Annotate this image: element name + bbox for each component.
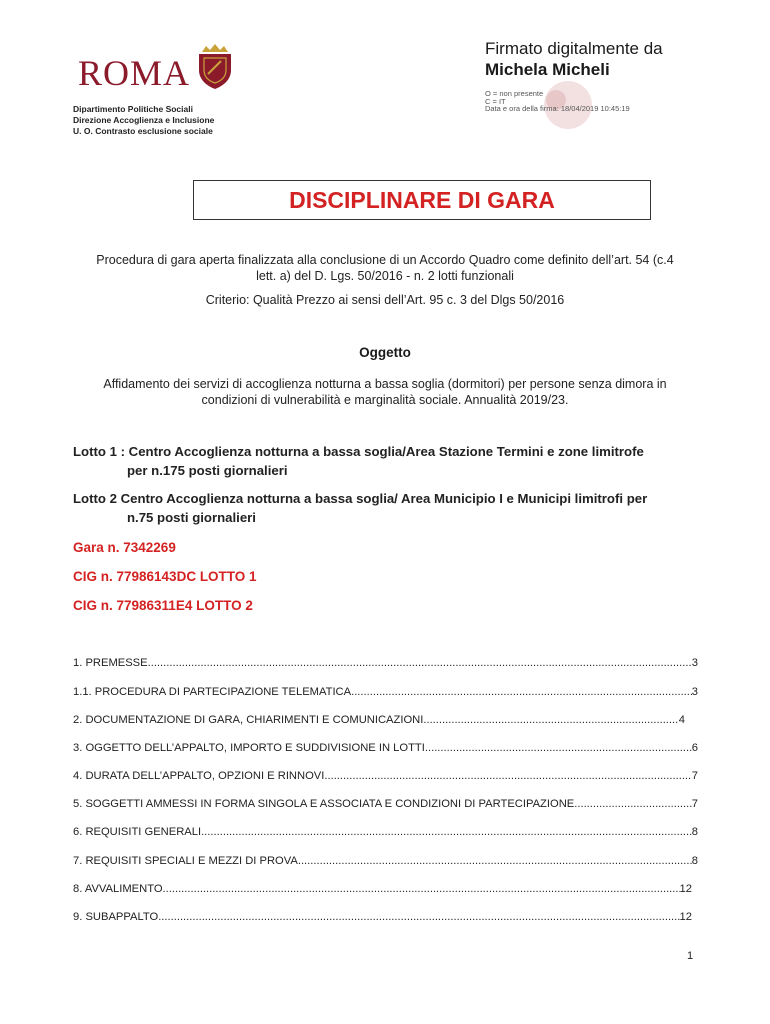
procedure-line: lett. a) del D. Lgs. 50/2016 - n. 2 lotti funzionali [256,269,514,283]
toc-leader [351,686,692,698]
department-line: Direzione Accoglienza e Inclusione [73,115,215,125]
toc-page: 12 [679,883,692,895]
toc-leader [298,855,692,867]
lotto-line: per n.175 posti giornalieri [127,463,288,478]
signature-title: Firmato digitalmente da [485,39,663,58]
toc-item[interactable] [73,883,692,895]
toc-page: 4 [678,714,685,726]
toc-item[interactable] [73,855,698,867]
toc-label: 4. DURATA DELL’APPALTO, OPZIONI E RINNOVI [73,770,325,782]
toc-page: 7 [691,798,698,810]
toc-item[interactable] [73,742,698,754]
toc-leader [201,826,692,838]
oggetto-line: condizioni di vulnerabilità e marginalità sociale. Annualità 2019/23. [201,393,569,407]
cig-lotto-1: CIG n. 77986143DC LOTTO 1 [73,569,257,584]
signature-name: Michela Micheli [485,60,610,79]
signature-date: Data e ora della firma: 18/04/2019 10:45:19 [485,104,630,113]
toc-label: 6. REQUISITI GENERALI [73,826,202,838]
toc-leader [574,798,692,810]
toc-label: 3. OGGETTO DELL’APPALTO, IMPORTO E SUDDIVISIONE IN LOTTI [73,742,425,754]
cig-lotto-2: CIG n. 77986311E4 LOTTO 2 [73,598,253,613]
toc-leader [425,742,692,754]
toc-label: 7. REQUISITI SPECIALI E MEZZI DI PROVA [73,855,298,867]
page-number: 1 [687,950,694,962]
oggetto-description [70,376,700,408]
toc-page: 8 [691,855,698,867]
toc-item[interactable] [73,770,698,782]
toc-item[interactable] [73,714,685,726]
oggetto-heading: Oggetto [359,345,411,360]
lotto-1 [73,442,703,480]
toc-leader [158,911,679,923]
procedure-line: Procedura di gara aperta finalizzata alla conclusione di un Accordo Quadro come definito dell’art. 54 (c.4 [96,253,674,267]
toc-label: 1.1. PROCEDURA DI PARTECIPAZIONE TELEMATICA [73,686,352,698]
toc-page: 8 [691,826,698,838]
toc-label: 1. PREMESSE [73,657,148,669]
toc-page: 3 [691,686,698,698]
roma-coat-of-arms-icon [196,44,234,90]
toc-label: 9. SUBAPPALTO [73,911,159,923]
toc-item[interactable] [73,686,698,698]
lotto-line: Lotto 2 Centro Accoglienza notturna a bassa soglia/ Area Municipio I e Municipi limitrofi per [73,491,648,506]
document-title-box [193,180,651,220]
toc-page: 12 [679,911,692,923]
gara-number: Gara n. 7342269 [73,540,176,555]
signature-detail: C = IT [485,97,506,106]
oggetto-line: Affidamento dei servizi di accoglienza notturna a bassa soglia (dormitori) per persone senza dimora in [103,377,667,391]
lotto-line: n.75 posti giornalieri [127,510,256,525]
lotto-2 [73,489,703,527]
toc-leader [423,714,678,726]
toc-page: 7 [691,770,698,782]
toc-page: 6 [691,742,698,754]
toc-page: 3 [691,657,698,669]
signature-detail: O = non presente [485,89,544,98]
toc-leader [324,770,691,782]
toc-label: 5. SOGGETTI AMMESSI IN FORMA SINGOLA E ASSOCIATA E CONDIZIONI DI PARTECIPAZIONE [73,798,575,810]
toc-label: 8. AVVALIMENTO [73,883,163,895]
lotto-line: Lotto 1 : Centro Accoglienza notturna a bassa soglia/Area Stazione Termini e zone limitrofe [73,444,644,459]
roma-logo-text: ROMA [78,53,191,93]
toc-item[interactable] [73,911,692,923]
criterio-line: Criterio: Qualità Prezzo ai sensi dell’Art. 95 c. 3 del Dlgs 50/2016 [205,293,565,307]
department-line: U. O. Contrasto esclusione sociale [73,126,213,136]
toc-item[interactable] [73,657,698,669]
department-line: Dipartimento Politiche Sociali [73,104,193,114]
toc-leader [163,883,680,895]
toc-label: 2. DOCUMENTAZIONE DI GARA, CHIARIMENTI E COMUNICAZIONI [73,714,424,726]
department-block [73,104,214,137]
toc-item[interactable] [73,798,698,810]
procedure-description [70,252,700,284]
toc-leader [148,657,692,669]
toc-item[interactable] [73,826,698,838]
document-title: DISCIPLINARE DI GARA [289,186,555,213]
